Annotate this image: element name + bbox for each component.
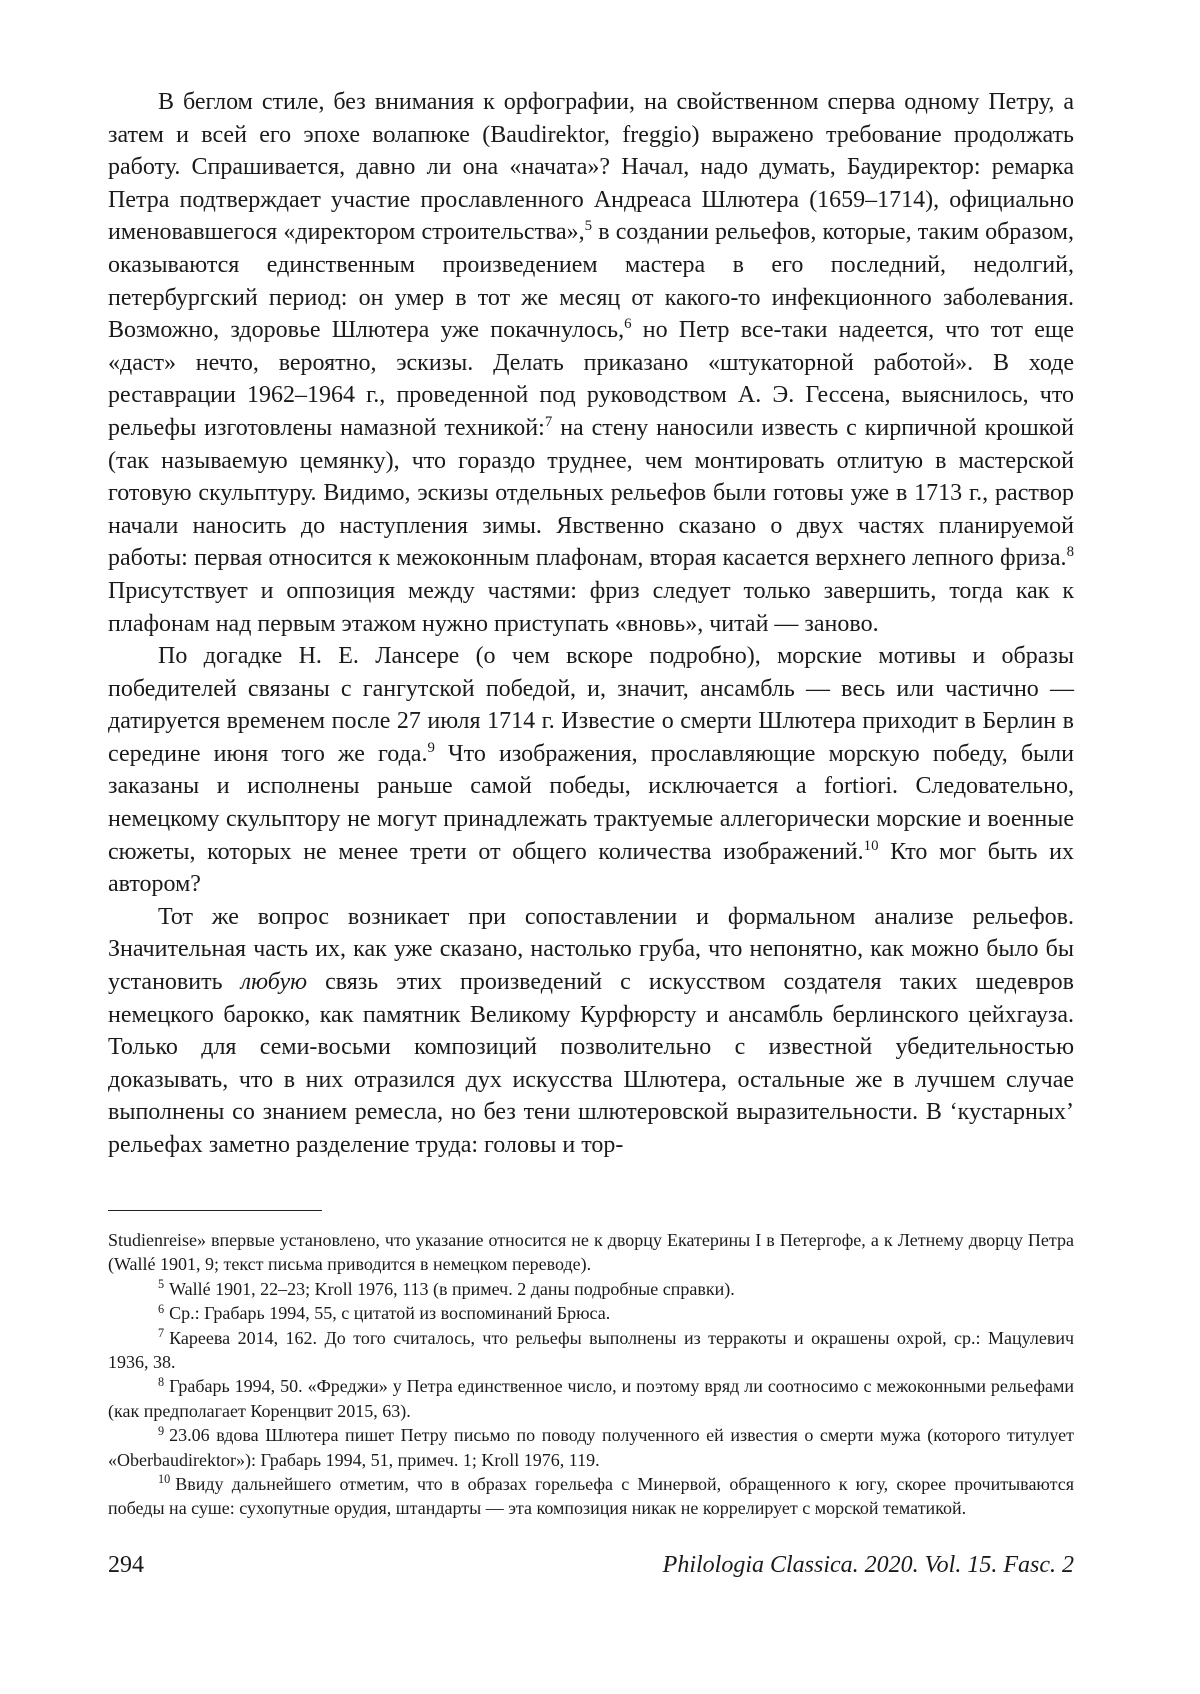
footnote-number: 10 (158, 1472, 171, 1487)
footnote-number: 6 (158, 1301, 165, 1316)
footnote-9 (108, 1423, 1074, 1472)
text-run: связь этих произведений с искусством создателя таких шедевров немецкого барокко, как памятник Великому Курфюрсту и ансамбль берлинского цейхгауза. Только для семи-восьми композиций позволительно с известной убедительностью доказывать, что в них отразился дух искусства Шлютера, остальные же в лучшем случае выполнены со знанием ремесла, но без тени шлютеровской выразительности. В ‘кустарных’ рельефах заметно разделение труда: головы и тор- (108, 969, 1074, 1158)
page-number: 294 (108, 1552, 144, 1578)
footnote-text: Ввиду дальнейшего отметим, что в образах горельефа с Минервой, обращенного к югу, скорее прочитываются победы на суше: сухопутные орудия, штандарты — эта композиция никак не коррелирует с морской тематикой. (108, 1474, 1074, 1519)
emphasis: любую (240, 969, 308, 996)
footnote-marker-9: 9 (427, 739, 435, 756)
text-run: но Петр все-таки надеется, что тот еще «даст» нечто, вероятно, эскизы. Делать приказано «штукаторной работой». В ходе реставрации 1962–1964 г., проведенной под руководством А. Э. Гессена, выяснилось, что рельефы изготовлены намазной техникой: (108, 317, 1074, 441)
main-text (108, 86, 1074, 1162)
text-run: Тот же вопрос возникает при сопоставлении и формальном анализе рельефов. Значительная часть их, как уже сказано, настолько груба, что непонятно, как можно было бы установить (108, 903, 1074, 996)
footnote-7 (108, 1326, 1074, 1375)
footnote-text: Кареева 2014, 162. До того считалось, что рельефы выполнены из терракоты и окрашены охрой, ср.: Мацулевич 1936, 38. (108, 1327, 1074, 1373)
footnote-marker-8: 8 (1066, 544, 1074, 561)
footnote-number: 8 (158, 1374, 165, 1389)
text-run: Присутствует и оппозиция между частями: фриз следует только завершить, тогда как к плафонам над первым этажом нужно приступать «вновь», читай — заново. (108, 577, 1074, 637)
text-run: Кто мог быть их автором? (108, 838, 1074, 898)
paragraph-3 (108, 901, 1074, 1162)
footnote-8 (108, 1374, 1074, 1423)
paragraph-2 (108, 640, 1074, 901)
footnote-5 (108, 1277, 1074, 1301)
text-run: в создании рельефов, которые, таким образом, оказываются единственным произведением мастера в его последний, недолгий, петербургский период: он умер в тот же месяц от какого-то инфекционного заболевания. Возможно, здоровье Шлютера уже покачнулось, (108, 219, 1074, 344)
footnote-marker-5: 5 (584, 218, 593, 235)
footnote-continuation: Studienreise» впервые установлено, что указание относится не к дворцу Екатерины I в Петергофе, а к Летнему дворцу Петра (Wallé 1901, 9; текст письма приводится в немецком переводе). (108, 1230, 1074, 1275)
paragraph-1 (108, 86, 1074, 640)
footnote-number: 5 (158, 1277, 165, 1292)
footnote-text: Грабарь 1994, 50. «Фреджи» у Петра единственное число, и поэтому вряд ли соотносимо с межоконными рельефами (как предполагает Коренцвит 2015, 63). (108, 1376, 1074, 1421)
footnotes (108, 1228, 1074, 1521)
footnote-text: Ср.: Грабарь 1994, 55, с цитатой из воспоминаний Брюса. (169, 1303, 611, 1324)
footnote-10 (108, 1472, 1074, 1521)
footnote-number: 9 (158, 1423, 165, 1438)
footnote-text: Wallé 1901, 22–23; Kroll 1976, 113 (в примеч. 2 даны подробные справки). (169, 1278, 735, 1299)
text-run: В беглом стиле, без внимания к орфографии, на свойственном сперва одному Петру, а затем и всей его эпохе волапюке (Baudirektor, freggio) выражено требование продолжать работу. Спрашивается, давно ли она «начата»? Начал, надо думать, Баудиректор: ремарка Петра подтверждает участие прославленного Андреаса Шлютера (1659–1714), официально именовавшегося «директором строительства», (108, 89, 1074, 246)
journal-running-title: Philologia Classica. 2020. Vol. 15. Fasc. 2 (662, 1552, 1074, 1578)
text-run: Что изображения, прославляющие морскую победу, были заказаны и исполнены раньше самой победы, исключается a fortiori. Следовательно, немецкому скульптору не могут принадлежать трактуемые аллегорически морские и военные сюжеты, которых не менее трети от общего количества изображений. (108, 740, 1074, 865)
footnote-marker-6: 6 (624, 315, 632, 332)
footnote-text: 23.06 вдова Шлютера пишет Петру письмо по поводу полученного ей известия о смерти мужа (которого титулует «Oberbaudirektor»): Грабарь 1994, 51, примеч. 1; Kroll 1976, 119. (108, 1425, 1074, 1470)
text-run: на стену наносили известь с кирпичной крошкой (так называемую цемянку), что гораздо труднее, чем монтировать отлитую в мастерской готовую скульптуру. Видимо, эскизы отдельных рельефов были готовы уже в 1713 г., раствор начали наносить до наступления зимы. Явственно сказано о двух частях планируемой работы: первая относится к межоконным плафонам, вторая касается верхнего лепного фриза. (108, 414, 1075, 572)
footnote-separator (108, 1210, 322, 1211)
footnote-number: 7 (158, 1325, 165, 1340)
footnote-marker-10: 10 (863, 837, 879, 854)
text-run: По догадке Н. Е. Лансере (о чем вскоре подробно), морские мотивы и образы победителей связаны с гангутской победой, и, значит, ансамбль — весь или частично — датируется временем после 27 июля 1714 г. Известие о смерти Шлютера приходит в Берлин в середине июня того же года. (108, 643, 1074, 767)
footnote-marker-7: 7 (544, 413, 553, 430)
footnote-6 (108, 1301, 1074, 1325)
